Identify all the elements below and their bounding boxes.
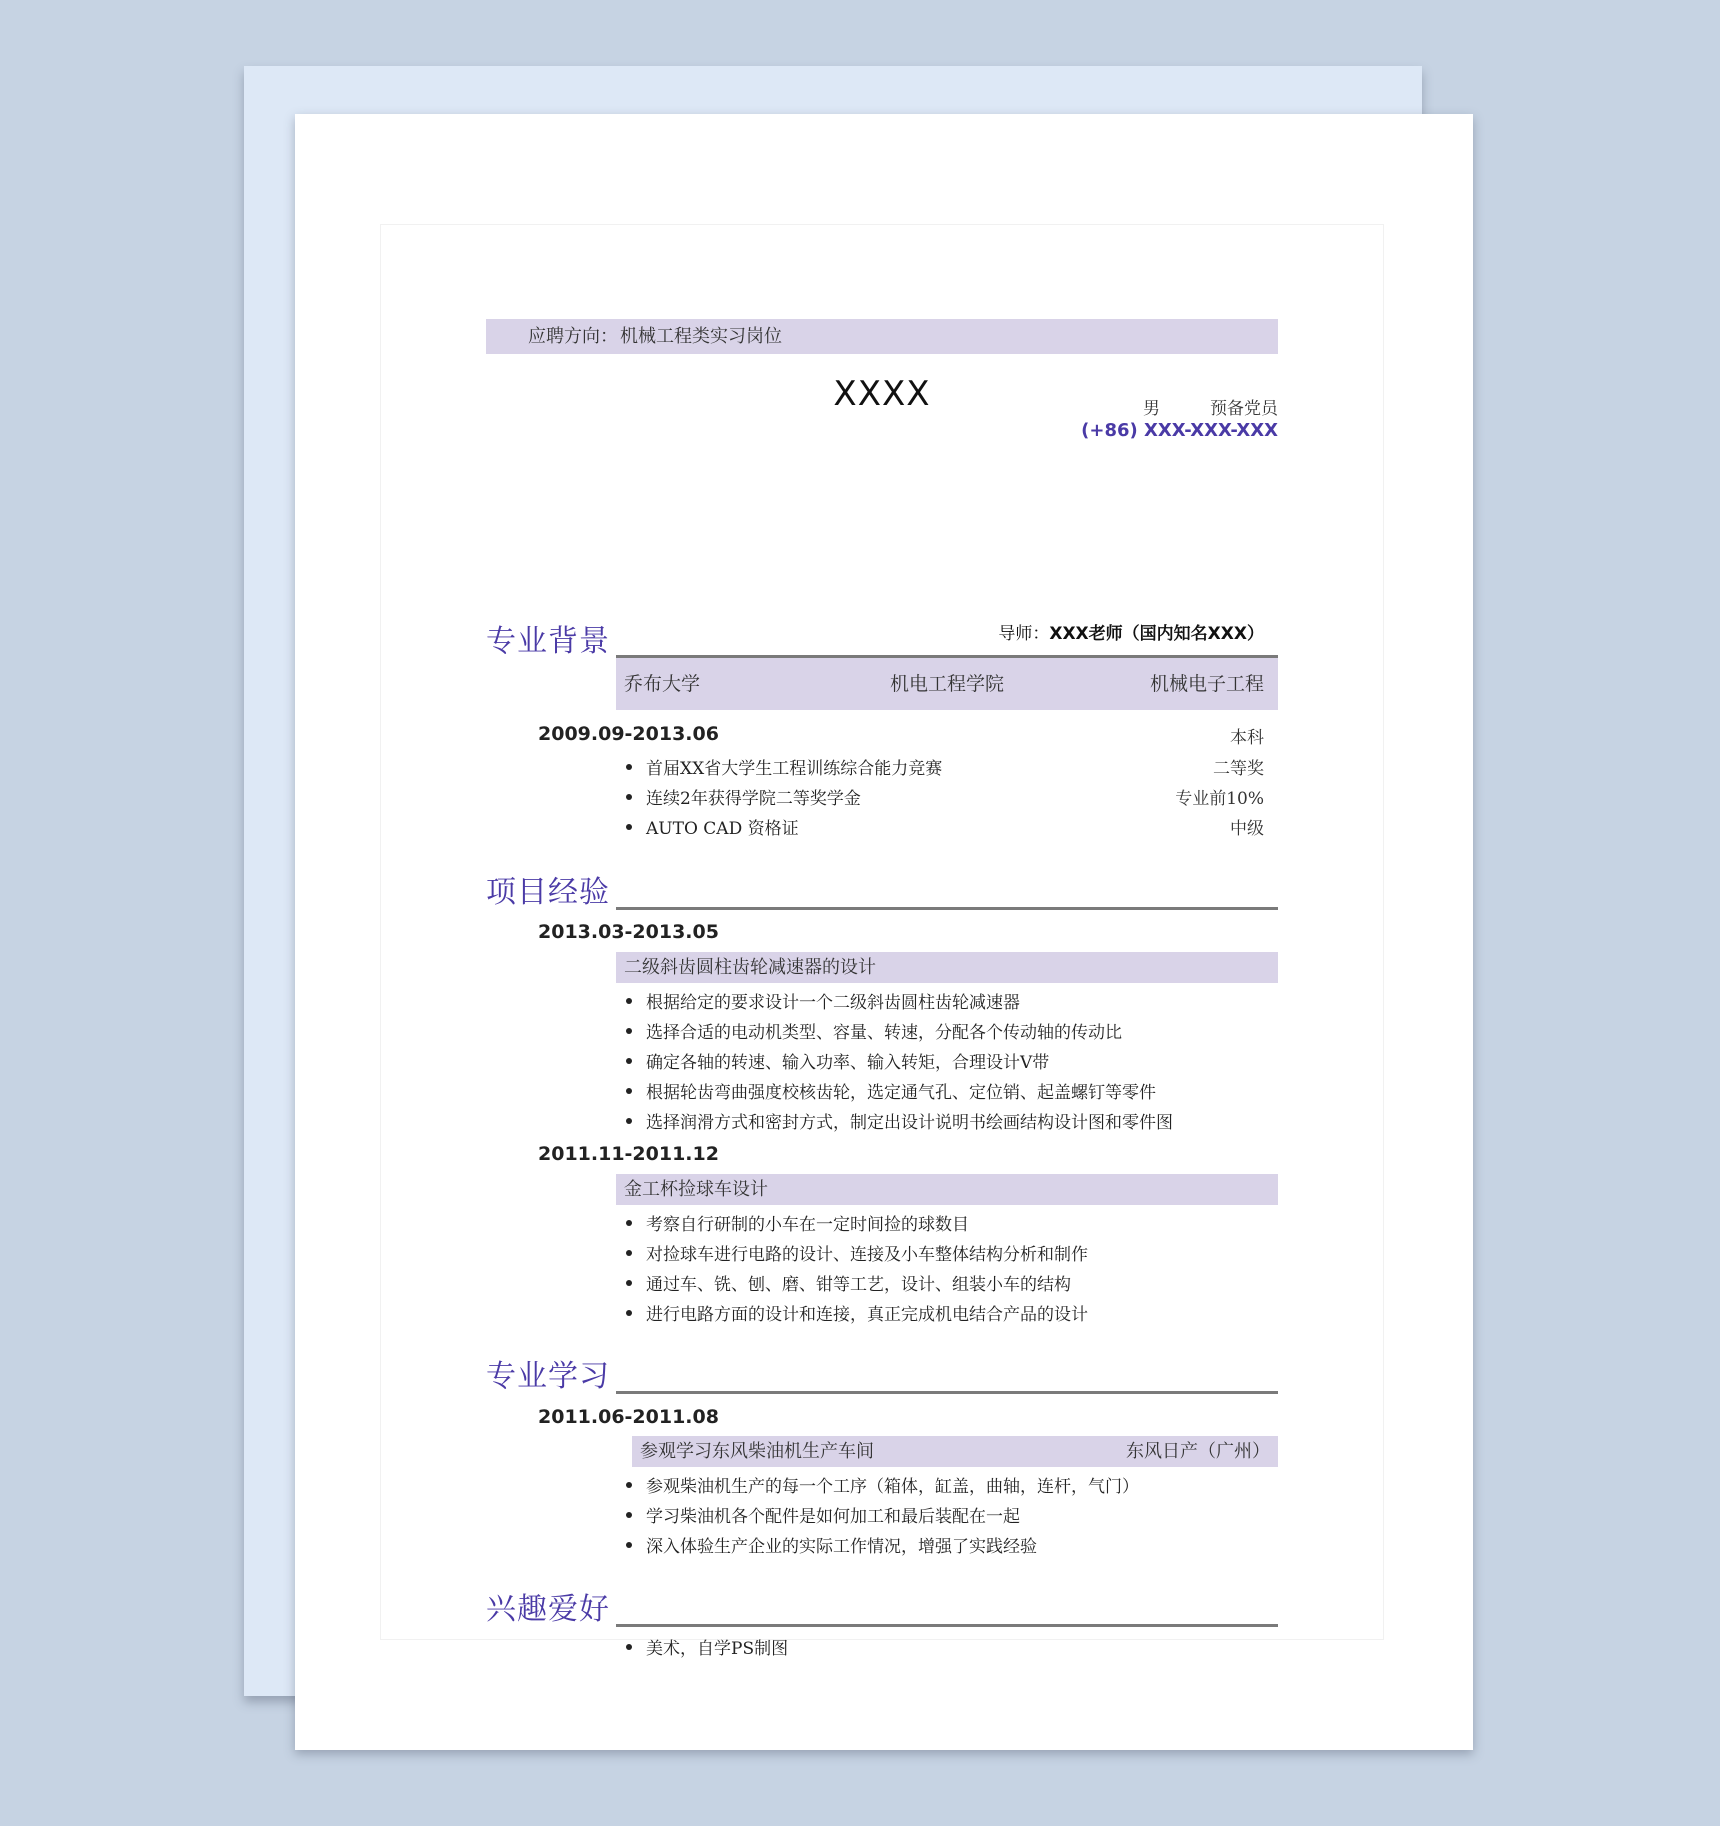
list-item: 美术，自学PS制图 — [646, 1634, 788, 1659]
study-name: 参观学习东风柴油机生产车间 — [640, 1441, 874, 1462]
section-title-study: 专业学习 — [486, 1359, 610, 1394]
section-title-hobbies: 兴趣爱好 — [486, 1592, 610, 1627]
education-date: 2009.09-2013.06 — [538, 723, 719, 745]
target-value: 机械工程类实习岗位 — [620, 326, 782, 347]
resume-content — [486, 319, 1278, 1659]
project-name: 金工杯捡球车设计 — [624, 1179, 768, 1200]
list-item: 进行电路方面的设计和连接，真正完成机电结合产品的设计 — [646, 1300, 1088, 1325]
advisor — [998, 619, 1264, 644]
section-rule — [616, 1391, 1278, 1394]
college: 机电工程学院 — [889, 673, 1004, 695]
list-item: 对捡球车进行电路的设计、连接及小车整体结构分析和制作 — [646, 1240, 1088, 1265]
list-item: 通过车、铣、刨、磨、钳等工艺，设计、组装小车的结构 — [646, 1270, 1071, 1295]
candidate-name: XXXX — [833, 374, 931, 414]
section-rule — [616, 907, 1278, 910]
list-item: 选择合适的电动机类型、容量、转速，分配各个传动轴的传动比 — [646, 1018, 1122, 1043]
advisor-name: XXX老师（国内知名XXX） — [1049, 624, 1264, 644]
list-item: 考察自行研制的小车在一定时间捡的球数目 — [646, 1210, 969, 1235]
list-item: 深入体验生产企业的实际工作情况，增强了实践经验 — [646, 1532, 1037, 1557]
project-title-bar — [616, 1174, 1278, 1205]
target-position-bar — [486, 319, 1278, 354]
study-title-bar — [632, 1436, 1278, 1467]
gender: 男 — [1143, 399, 1160, 419]
project-date: 2011.11-2011.12 — [538, 1143, 719, 1165]
list-item: AUTO CAD 资格证 — [646, 814, 799, 839]
list-item: 根据给定的要求设计一个二级斜齿圆柱齿轮减速器 — [646, 988, 1020, 1013]
school-bar — [616, 658, 1278, 710]
political-status: 预备党员 — [1210, 399, 1278, 419]
section-title-projects: 项目经验 — [486, 875, 610, 910]
school: 乔布大学 — [624, 673, 701, 695]
list-item: 根据轮齿弯曲强度校核齿轮，选定通气孔、定位销、起盖螺钉等零件 — [646, 1078, 1156, 1103]
project-name: 二级斜齿圆柱齿轮减速器的设计 — [624, 957, 876, 978]
major: 机械电子工程 — [1149, 673, 1264, 695]
list-item: 参观柴油机生产的每一个工序（箱体，缸盖，曲轴，连杆，气门） — [646, 1472, 1139, 1497]
target-label: 应聘方向： — [528, 326, 618, 347]
section-rule — [616, 1624, 1278, 1627]
award-note: 中级 — [1230, 819, 1264, 839]
study-date: 2011.06-2011.08 — [538, 1406, 719, 1428]
project-title-bar — [616, 952, 1278, 983]
list-item: 首届XX省大学生工程训练综合能力竞赛 — [646, 754, 942, 779]
list-item: 确定各轴的转速、输入功率、输入转矩，合理设计V带 — [646, 1048, 1049, 1073]
degree: 本科 — [1230, 728, 1264, 748]
section-title-education: 专业背景 — [486, 624, 610, 659]
advisor-label: 导师： — [998, 624, 1050, 644]
list-item: 选择润滑方式和密封方式，制定出设计说明书绘画结构设计图和零件图 — [646, 1108, 1173, 1133]
resume-page — [295, 114, 1473, 1750]
award-note: 二等奖 — [1213, 759, 1264, 779]
study-company: 东风日产（广州） — [1126, 1441, 1270, 1462]
phone-number: (+86) XXX-XXX-XXX — [1081, 420, 1278, 441]
list-item: 连续2年获得学院二等奖学金 — [646, 784, 861, 809]
personal-meta — [1143, 394, 1278, 419]
list-item: 学习柴油机各个配件是如何加工和最后装配在一起 — [646, 1502, 1020, 1527]
project-date: 2013.03-2013.05 — [538, 921, 719, 943]
award-note: 专业前10% — [1175, 789, 1264, 809]
